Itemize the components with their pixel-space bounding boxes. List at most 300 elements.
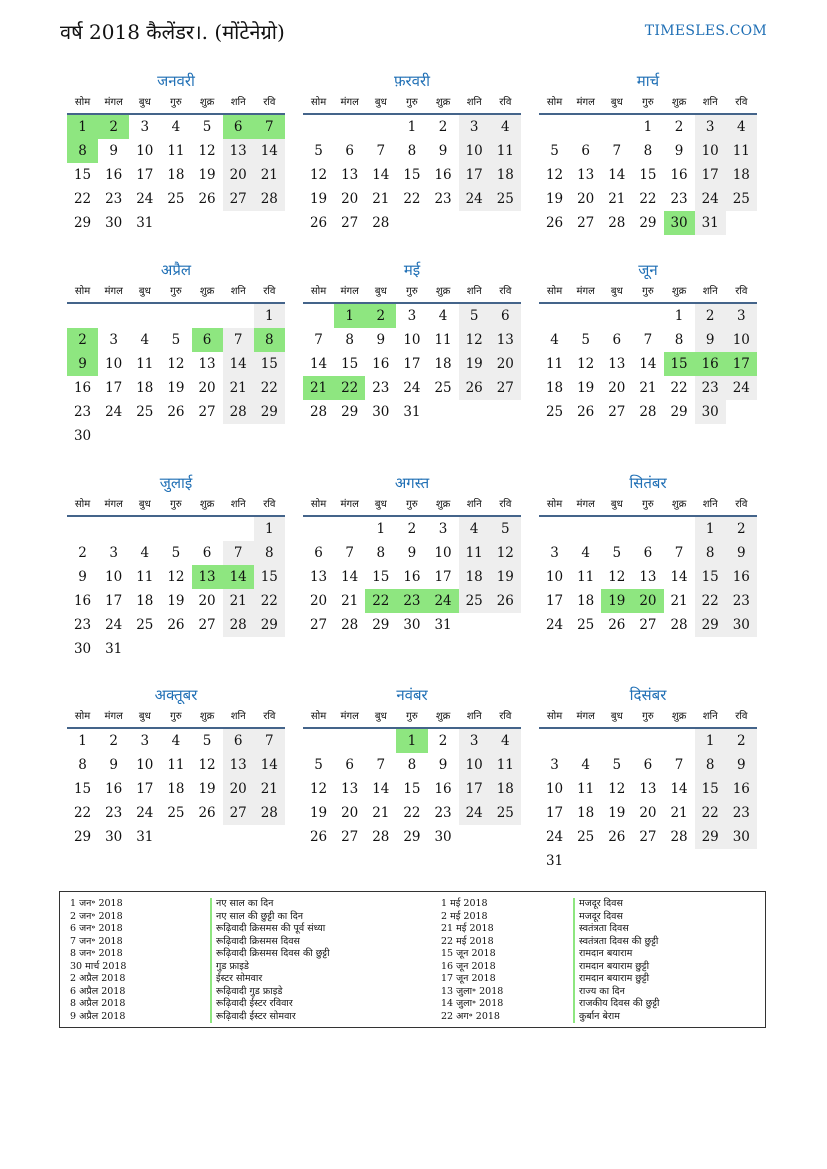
day-cell: 8 — [695, 753, 726, 777]
empty-cell — [664, 517, 695, 541]
day-cell: 19 — [490, 565, 521, 589]
month-block — [539, 472, 757, 637]
day-cell: 31 — [105, 641, 123, 657]
weekday-label: गुरु — [170, 499, 182, 510]
day-cell: 30 — [403, 617, 421, 633]
weekday-label: मंगल — [340, 97, 359, 108]
day-cell: 22 — [334, 376, 365, 400]
day-grid — [303, 517, 521, 637]
day-grid — [67, 517, 285, 661]
day-cell: 9 — [67, 352, 98, 376]
day-cell: 30 — [105, 829, 123, 845]
day-cell: 14 — [254, 753, 285, 777]
day-cell: 15 — [372, 569, 390, 585]
day-cell: 2 — [695, 304, 726, 328]
day-grid — [303, 115, 521, 235]
day-cell: 5 — [612, 757, 622, 773]
day-cell: 1 — [407, 119, 417, 135]
day-cell: 20 — [608, 380, 626, 396]
weekday-label: गुरु — [406, 97, 418, 108]
day-cell: 9 — [726, 541, 757, 565]
empty-cell — [192, 637, 223, 661]
weekday-header — [67, 494, 285, 517]
day-cell: 19 — [309, 805, 328, 821]
weekday-label: मंगल — [576, 97, 595, 108]
day-cell: 4 — [140, 332, 150, 348]
day-cell: 2 — [726, 517, 757, 541]
day-cell: 3 — [438, 521, 448, 537]
day-cell: 30 — [434, 829, 452, 845]
weekday-label: गुरु — [406, 711, 418, 722]
day-cell: 3 — [726, 304, 757, 328]
day-cell: 20 — [341, 191, 359, 207]
weekday-label: गुरु — [642, 97, 654, 108]
day-cell: 2 — [109, 733, 118, 749]
empty-cell — [726, 849, 757, 873]
empty-cell — [632, 304, 663, 328]
day-cell: 20 — [490, 352, 521, 376]
weekday-label: मंगल — [340, 499, 359, 510]
day-cell: 6 — [345, 757, 354, 773]
empty-cell — [726, 400, 757, 424]
day-cell: 15 — [639, 167, 657, 183]
day-cell: 30 — [664, 211, 695, 235]
weekday-label: गुरु — [170, 286, 182, 297]
day-cell: 3 — [109, 332, 118, 348]
day-cell: 12 — [459, 328, 490, 352]
holiday-date: 7 जन॰ 2018 — [70, 935, 123, 947]
day-cell: 5 — [581, 332, 590, 348]
day-cell: 4 — [726, 115, 757, 139]
weekday-label: सोम — [74, 97, 91, 108]
day-cell: 18 — [545, 380, 564, 396]
day-cell: 4 — [550, 332, 559, 348]
day-cell: 19 — [608, 805, 626, 821]
day-cell: 22 — [639, 191, 657, 207]
empty-cell — [303, 115, 334, 139]
day-cell: 24 — [545, 617, 564, 633]
empty-cell — [129, 304, 160, 328]
weekday-label: मंगल — [104, 711, 123, 722]
day-cell: 18 — [434, 356, 452, 372]
day-cell: 15 — [341, 356, 359, 372]
day-cell: 4 — [140, 545, 150, 561]
month-block — [67, 684, 285, 849]
day-cell: 23 — [73, 617, 92, 633]
empty-cell — [223, 637, 254, 661]
day-cell: 27 — [341, 215, 359, 231]
day-cell: 21 — [372, 805, 390, 821]
day-cell: 28 — [670, 617, 688, 633]
day-cell: 21 — [608, 191, 626, 207]
empty-cell — [223, 424, 254, 448]
weekday-label: बुध — [374, 711, 387, 722]
day-cell: 31 — [403, 404, 421, 420]
weekday-label: गुरु — [406, 286, 418, 297]
holiday-name: स्वतंत्रता दिवस की छुट्टी — [573, 936, 658, 949]
day-cell: 2 — [67, 328, 98, 352]
day-cell: 5 — [314, 143, 323, 159]
day-cell: 29 — [73, 215, 92, 231]
day-cell: 26 — [545, 215, 564, 231]
day-cell: 24 — [105, 404, 123, 420]
day-grid — [539, 115, 757, 235]
day-cell: 8 — [67, 139, 98, 163]
empty-cell — [539, 517, 570, 541]
day-cell: 17 — [136, 167, 154, 183]
day-cell: 8 — [345, 332, 354, 348]
day-cell: 4 — [171, 119, 181, 135]
day-cell: 26 — [608, 829, 626, 845]
day-cell: 9 — [109, 143, 118, 159]
day-cell: 18 — [136, 593, 154, 609]
day-cell: 21 — [670, 593, 688, 609]
empty-cell — [490, 211, 521, 235]
month-block — [303, 684, 521, 849]
weekday-label: बुध — [374, 97, 387, 108]
day-cell: 6 — [643, 757, 653, 773]
day-cell: 20 — [198, 380, 216, 396]
day-cell: 16 — [73, 593, 92, 609]
day-grid — [303, 729, 521, 849]
day-cell: 23 — [372, 380, 390, 396]
day-cell: 30 — [73, 641, 92, 657]
day-cell: 28 — [670, 829, 688, 845]
day-cell: 12 — [198, 143, 216, 159]
empty-cell — [254, 211, 285, 235]
weekday-label: रवि — [499, 711, 512, 722]
day-cell: 15 — [73, 167, 92, 183]
day-grid — [539, 729, 757, 873]
empty-cell — [129, 517, 160, 541]
holiday-date: 21 मई 2018 — [441, 923, 494, 934]
holiday-name: राज्य का दिन — [573, 986, 625, 999]
holiday-name: नए साल की छुट्टी का दिन — [210, 911, 303, 924]
day-cell: 13 — [223, 139, 254, 163]
day-cell: 24 — [428, 589, 459, 613]
empty-cell — [254, 424, 285, 448]
day-cell: 14 — [608, 167, 626, 183]
holiday-name: रूढ़िवादी ईस्टर रविवार — [210, 998, 293, 1011]
holiday-date: 1 जन॰ 2018 — [70, 898, 123, 909]
empty-cell — [459, 825, 490, 849]
weekday-label: शुक्र — [199, 97, 215, 108]
day-cell: 17 — [434, 569, 452, 585]
day-cell: 7 — [345, 545, 354, 561]
day-cell: 13 — [192, 565, 223, 589]
holiday-date: 22 मई 2018 — [441, 935, 494, 947]
day-grid — [67, 115, 285, 235]
day-cell: 27 — [608, 404, 626, 420]
day-grid — [303, 304, 521, 424]
site-link[interactable]: TIMESLES.COM — [644, 23, 767, 39]
weekday-label: बुध — [138, 97, 151, 108]
weekday-header — [67, 706, 285, 729]
empty-cell — [98, 304, 129, 328]
day-cell: 11 — [577, 781, 595, 797]
day-cell: 27 — [223, 187, 254, 211]
day-cell: 2 — [365, 304, 396, 328]
day-cell: 29 — [254, 613, 285, 637]
day-cell: 15 — [73, 781, 92, 797]
day-cell: 1 — [67, 115, 98, 139]
day-cell: 27 — [639, 829, 657, 845]
weekday-label: शनि — [230, 499, 246, 510]
day-cell: 14 — [223, 565, 254, 589]
day-cell: 24 — [695, 187, 726, 211]
weekday-label: सोम — [546, 499, 563, 510]
holiday-date: 6 अप्रैल 2018 — [70, 985, 126, 997]
day-cell: 9 — [695, 328, 726, 352]
day-cell: 21 — [254, 163, 285, 187]
holiday-name: रूढ़िवादी क्रिसमस दिवस — [210, 936, 300, 949]
empty-cell — [570, 517, 601, 541]
day-cell: 15 — [695, 777, 726, 801]
day-cell: 26 — [577, 404, 595, 420]
empty-cell — [303, 729, 334, 753]
month-block — [539, 70, 757, 235]
day-cell: 17 — [545, 805, 564, 821]
weekday-header — [303, 706, 521, 729]
day-cell: 10 — [459, 753, 490, 777]
day-cell: 20 — [309, 593, 328, 609]
day-cell: 16 — [695, 352, 726, 376]
day-cell: 20 — [639, 805, 657, 821]
day-cell: 14 — [372, 781, 390, 797]
month-block — [303, 70, 521, 235]
weekday-label: गुरु — [642, 499, 654, 510]
holiday-name: रूढ़िवादी क्रिसमस दिवस की छुट्टी — [210, 948, 330, 961]
weekday-label: मंगल — [340, 711, 359, 722]
day-cell: 29 — [372, 617, 390, 633]
day-cell: 5 — [314, 757, 323, 773]
day-cell: 24 — [459, 801, 490, 825]
day-cell: 11 — [434, 332, 452, 348]
empty-cell — [223, 517, 254, 541]
weekday-label: सोम — [546, 97, 563, 108]
day-cell: 17 — [403, 356, 421, 372]
day-cell: 14 — [372, 167, 390, 183]
day-cell: 1 — [254, 304, 285, 328]
day-cell: 29 — [695, 825, 726, 849]
day-cell: 6 — [223, 729, 254, 753]
holiday-date: 14 जुला॰ 2018 — [441, 998, 504, 1009]
month-block — [303, 259, 521, 424]
month-name: दिसंबर — [629, 686, 667, 704]
day-cell: 24 — [105, 617, 123, 633]
day-cell: 22 — [73, 805, 92, 821]
day-grid — [539, 304, 757, 424]
empty-cell — [601, 304, 632, 328]
day-cell: 7 — [254, 115, 285, 139]
day-cell: 2 — [438, 119, 448, 135]
month-name: अगस्त — [394, 474, 430, 492]
day-cell: 8 — [254, 541, 285, 565]
day-cell: 24 — [459, 187, 490, 211]
day-cell: 27 — [198, 404, 216, 420]
day-cell: 5 — [612, 545, 622, 561]
empty-cell — [490, 825, 521, 849]
empty-cell — [632, 729, 663, 753]
day-cell: 31 — [695, 211, 726, 235]
day-cell: 1 — [78, 733, 87, 749]
day-cell: 3 — [109, 545, 118, 561]
weekday-label: शनि — [230, 711, 246, 722]
day-cell: 16 — [105, 167, 123, 183]
day-cell: 7 — [223, 541, 254, 565]
weekday-label: गुरु — [642, 711, 654, 722]
day-cell: 13 — [198, 356, 216, 372]
day-cell: 1 — [695, 517, 726, 541]
day-cell: 13 — [639, 569, 657, 585]
day-cell: 12 — [167, 356, 185, 372]
day-cell: 1 — [254, 517, 285, 541]
day-cell: 23 — [695, 376, 726, 400]
page-title: वर्ष 2018 कैलेंडर।. (मोंटेनेग्रो) — [60, 20, 285, 44]
day-cell: 21 — [670, 805, 688, 821]
day-cell: 3 — [407, 308, 417, 324]
empty-cell — [632, 517, 663, 541]
day-cell: 15 — [403, 781, 421, 797]
day-cell: 1 — [376, 521, 386, 537]
empty-cell — [570, 849, 601, 873]
month-name: अक्तूबर — [154, 686, 198, 704]
empty-cell — [601, 517, 632, 541]
empty-cell — [160, 304, 191, 328]
empty-cell — [160, 517, 191, 541]
day-cell: 18 — [459, 565, 490, 589]
day-cell: 12 — [309, 167, 328, 183]
day-cell: 21 — [303, 376, 334, 400]
weekday-label: शनि — [702, 499, 718, 510]
day-cell: 26 — [309, 215, 328, 231]
day-cell: 8 — [643, 143, 653, 159]
empty-cell — [396, 211, 427, 235]
weekday-label: सोम — [310, 499, 327, 510]
day-cell: 12 — [608, 781, 626, 797]
day-cell: 26 — [198, 191, 216, 207]
weekday-label: बुध — [374, 499, 387, 510]
day-cell: 23 — [396, 589, 427, 613]
holiday-name: रामदान बयाराम — [573, 948, 632, 961]
empty-cell — [490, 400, 521, 424]
day-cell: 10 — [545, 569, 564, 585]
day-cell: 27 — [198, 617, 216, 633]
day-cell: 2 — [674, 119, 684, 135]
day-cell: 25 — [167, 191, 185, 207]
day-cell: 19 — [198, 781, 216, 797]
day-cell: 17 — [136, 781, 154, 797]
day-cell: 11 — [136, 356, 154, 372]
day-cell: 6 — [192, 328, 223, 352]
day-cell: 16 — [726, 565, 757, 589]
weekday-label: रवि — [735, 286, 748, 297]
weekday-label: रवि — [499, 97, 512, 108]
empty-cell — [98, 517, 129, 541]
day-cell: 19 — [309, 191, 328, 207]
weekday-label: बुध — [138, 499, 151, 510]
holiday-name: गुड फ्राइडे — [210, 961, 249, 974]
holiday-name: मजदूर दिवस — [573, 898, 623, 911]
day-cell: 29 — [639, 215, 657, 231]
day-cell: 28 — [309, 404, 328, 420]
weekday-label: बुध — [374, 286, 387, 297]
day-cell: 29 — [695, 613, 726, 637]
empty-cell — [223, 825, 254, 849]
day-cell: 18 — [490, 163, 521, 187]
weekday-label: सोम — [74, 286, 91, 297]
day-cell: 6 — [314, 545, 323, 561]
empty-cell — [459, 400, 490, 424]
day-cell: 11 — [577, 569, 595, 585]
day-grid — [67, 729, 285, 849]
holiday-date: 13 जुला॰ 2018 — [441, 985, 504, 997]
day-cell: 13 — [577, 167, 595, 183]
weekday-label: बुध — [138, 711, 151, 722]
holiday-name: रूढ़िवादी ईस्टर सोमवार — [210, 1011, 296, 1024]
weekday-label: शुक्र — [435, 499, 451, 510]
day-cell: 20 — [632, 589, 663, 613]
weekday-label: शुक्र — [671, 97, 687, 108]
day-cell: 29 — [254, 400, 285, 424]
day-cell: 17 — [459, 163, 490, 187]
day-cell: 19 — [545, 191, 564, 207]
holiday-date: 15 जून 2018 — [441, 948, 496, 959]
weekday-label: शनि — [466, 286, 482, 297]
day-cell: 21 — [372, 191, 390, 207]
day-cell: 22 — [695, 801, 726, 825]
day-cell: 25 — [434, 380, 452, 396]
empty-cell — [192, 517, 223, 541]
day-cell: 19 — [198, 167, 216, 183]
holiday-date: 30 मार्च 2018 — [70, 960, 127, 972]
day-cell: 1 — [643, 119, 653, 135]
day-cell: 5 — [202, 119, 212, 135]
day-cell: 7 — [223, 328, 254, 352]
day-cell: 12 — [490, 541, 521, 565]
weekday-label: शनि — [466, 499, 482, 510]
day-cell: 16 — [372, 356, 390, 372]
day-cell: 22 — [365, 589, 396, 613]
holiday-date: 8 जन॰ 2018 — [70, 948, 123, 959]
day-cell: 7 — [314, 332, 323, 348]
day-cell: 28 — [254, 801, 285, 825]
day-cell: 3 — [695, 115, 726, 139]
holiday-name: ईस्टर सोमवार — [210, 973, 262, 986]
weekday-label: शनि — [230, 286, 246, 297]
day-cell: 5 — [171, 545, 181, 561]
day-cell: 3 — [550, 545, 559, 561]
day-cell: 28 — [639, 404, 657, 420]
day-cell: 16 — [105, 781, 123, 797]
empty-cell — [160, 825, 191, 849]
holiday-name: रामदान बयाराम छुट्टी — [573, 973, 649, 986]
day-cell: 13 — [309, 569, 328, 585]
day-cell: 24 — [136, 191, 154, 207]
month-block — [67, 472, 285, 661]
day-cell: 5 — [550, 143, 559, 159]
weekday-label: मंगल — [576, 711, 595, 722]
day-cell: 13 — [223, 753, 254, 777]
day-cell: 5 — [171, 332, 181, 348]
holiday-name: रूढ़िवादी गुड फ्राइडे — [210, 986, 282, 999]
day-cell: 9 — [438, 757, 448, 773]
empty-cell — [539, 729, 570, 753]
empty-cell — [67, 517, 98, 541]
day-cell: 23 — [726, 589, 757, 613]
weekday-header — [303, 281, 521, 304]
weekday-label: शुक्र — [199, 711, 215, 722]
